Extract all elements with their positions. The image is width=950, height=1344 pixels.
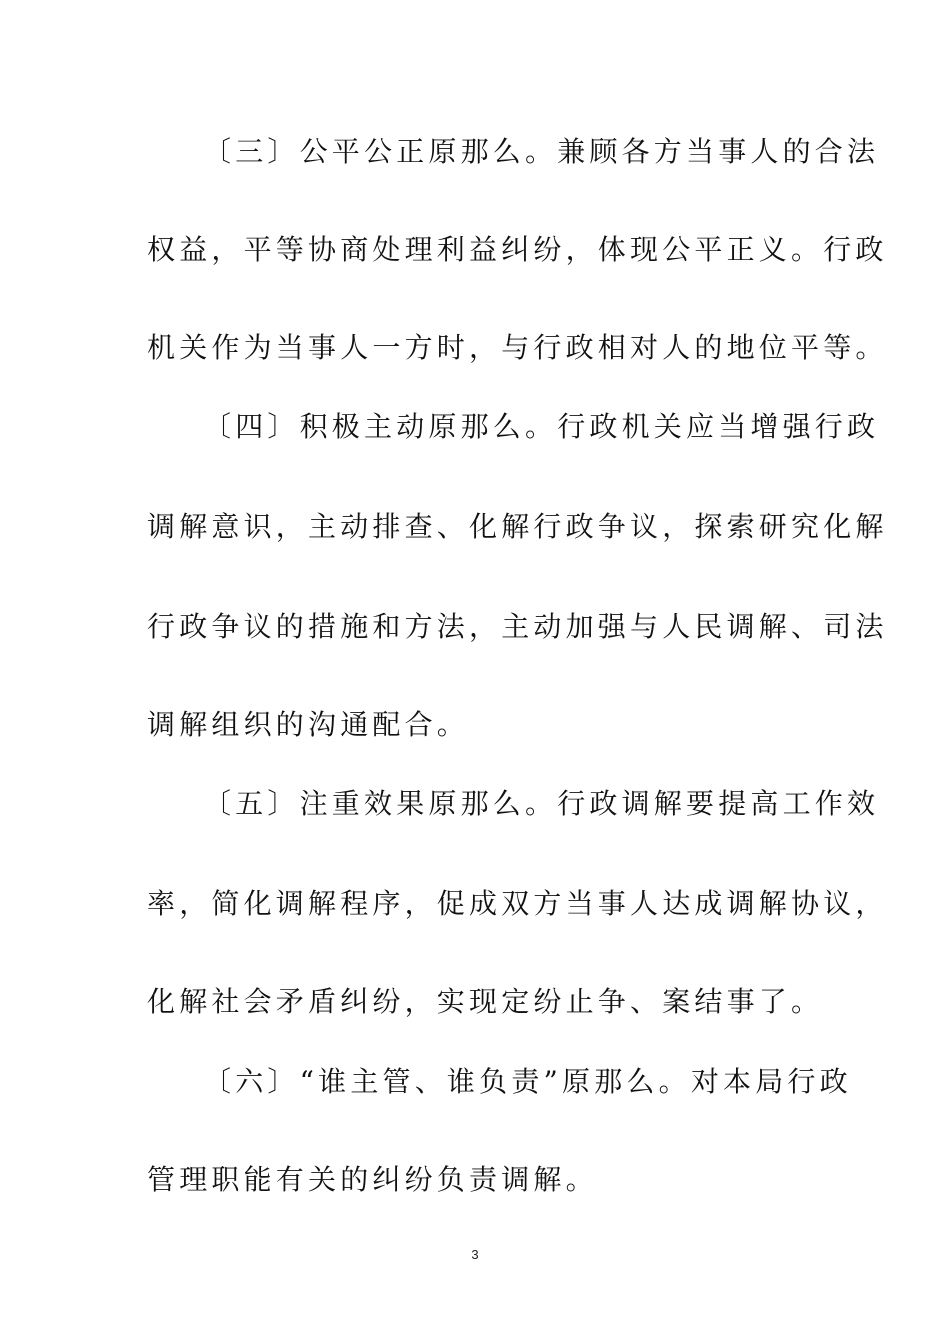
paragraph-3-line-3: 机关作为当事人一方时，与行政相对人的地位平等。 xyxy=(147,331,888,364)
paragraph-5-line-3: 化解社会矛盾纠纷，实现定纷止争、案结事了。 xyxy=(147,985,824,1018)
paragraph-3-line-1: 〔三〕公平公正原那么。兼顾各方当事人的合法 xyxy=(203,135,880,168)
paragraph-4-line-2: 调解意识，主动排查、化解行政争议，探索研究化解 xyxy=(147,510,888,543)
paragraph-4-line-4: 调解组织的沟通配合。 xyxy=(147,708,470,741)
paragraph-3-line-2: 权益，平等协商处理利益纠纷，体现公平正义。行政 xyxy=(147,233,888,266)
paragraph-6-line-2: 管理职能有关的纠纷负责调解。 xyxy=(147,1163,598,1196)
paragraph-5-line-2: 率，简化调解程序，促成双方当事人达成调解协议， xyxy=(147,887,888,920)
paragraph-4-line-1: 〔四〕积极主动原那么。行政机关应当增强行政 xyxy=(203,410,880,443)
paragraph-6-line-1: 〔六〕“谁主管、谁负责”原那么。对本局行政 xyxy=(203,1065,852,1098)
page-number: 3 xyxy=(471,1247,479,1262)
paragraph-5-line-1: 〔五〕注重效果原那么。行政调解要提高工作效 xyxy=(203,787,880,820)
paragraph-4-line-3: 行政争议的措施和方法，主动加强与人民调解、司法 xyxy=(147,610,888,643)
